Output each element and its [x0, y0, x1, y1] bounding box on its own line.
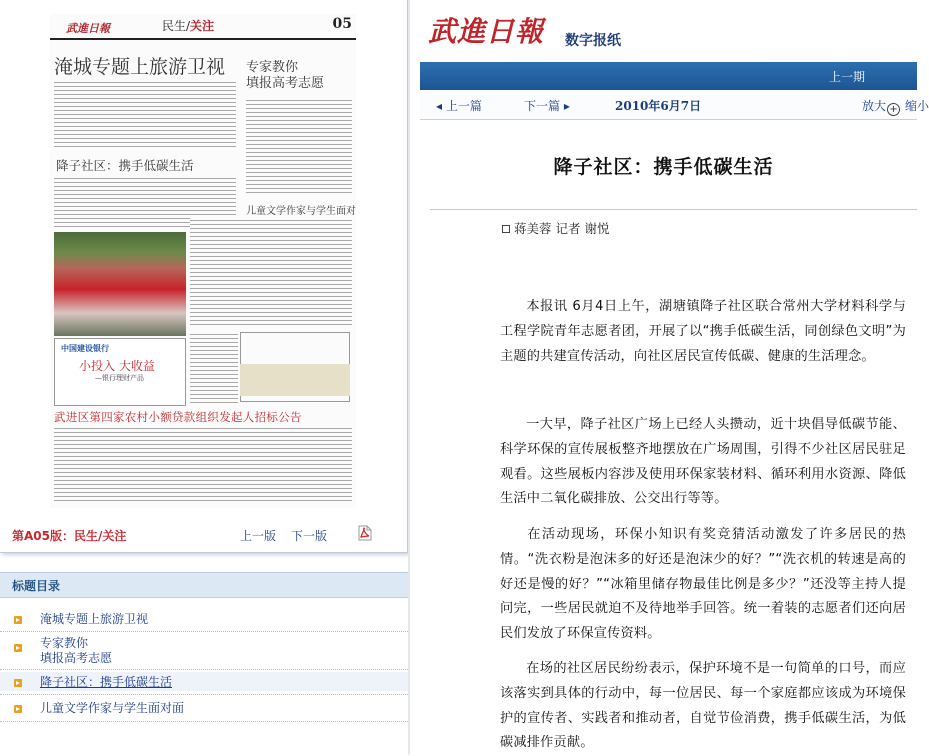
- toc-link[interactable]: 降子社区：携手低碳生活: [40, 675, 173, 689]
- zoom-in-plus-icon: +: [887, 103, 900, 116]
- thumbnail-page-number: 05: [332, 16, 352, 32]
- article-panel: [410, 0, 929, 755]
- zoom-out-button[interactable]: 缩小: [905, 99, 929, 113]
- toc-link[interactable]: 儿童文学作家与学生面对面: [40, 701, 185, 715]
- thumbnail-header: [50, 14, 356, 40]
- next-article-link[interactable]: 下一篇 ▸: [524, 99, 570, 113]
- page-thumbnail[interactable]: [50, 14, 356, 508]
- toc-divider: [0, 669, 408, 670]
- newspaper-page-panel: [0, 0, 410, 755]
- prev-issue-link[interactable]: 上一期: [828, 70, 865, 84]
- toc-divider: [0, 631, 408, 632]
- thumbnail-notice-headline: 武进区第四家农村小额贷款组织发起人招标公告: [54, 410, 302, 424]
- article-paragraph: 在活动现场，环保小知识有奖竞猜活动激发了许多居民的热情。“洗衣粉是泡沫多的好还是泡沫少的好？”“洗衣机的转速是高的好还是慢的好？”“冰箱里储存物最佳比例是多少？”还没等主持人提问完，一些居民就迫不及待地举手回答。统一着装的志愿者们还向居民们发放了环保宣传资料。: [500, 527, 906, 642]
- thumbnail-text-block: [190, 218, 352, 328]
- edition-label: 第A05版：民生/关注: [12, 529, 127, 543]
- next-page-link[interactable]: 下一版: [291, 529, 328, 543]
- thumbnail-text-block: [246, 98, 352, 194]
- toc-item-gaokao[interactable]: [14, 636, 404, 668]
- arrow-bullet-icon: [14, 705, 22, 713]
- toc-divider: [0, 721, 408, 722]
- toc-item-children[interactable]: [14, 701, 404, 721]
- thumbnail-article-children[interactable]: 儿童文学作家与学生面对: [246, 206, 356, 217]
- thumbnail-masthead: 武進日報: [66, 22, 110, 35]
- pdf-icon[interactable]: [358, 525, 372, 541]
- article-paragraph: 在场的社区居民纷纷表示，保护环境不是一句简单的口号，而应该落实到具体的行动中，每一位居民、每一个家庭都应该成为环境保护的宣传者、实践者和推动者，自觉节俭消费，携手低碳生活，为低碳减排作贡献。: [500, 661, 906, 751]
- article-paragraph: 本报讯 6月4日上午，湖塘镇降子社区联合常州大学材料科学与工程学院青年志愿者团，开展了以“携手低碳生活，同创绿色文明”为主题的共建宣传活动，向社区居民宣传低碳、健康的生活理念。: [500, 299, 906, 364]
- prev-article-link[interactable]: ◂ 上一篇: [436, 99, 482, 113]
- toc-item-yancheng[interactable]: [14, 612, 404, 632]
- arrow-bullet-icon: [14, 679, 22, 687]
- thumbnail-text-block: [54, 80, 236, 150]
- thumbnail-text-block: [54, 426, 352, 504]
- top-nav-bar: [420, 62, 917, 90]
- thumbnail-photo: [54, 232, 186, 336]
- site-masthead: [410, 0, 917, 62]
- square-bullet-icon: [502, 225, 510, 233]
- toc-title: 标题目录: [12, 579, 61, 593]
- page-thumbnail-frame: [0, 0, 408, 553]
- thumbnail-article-gaokao[interactable]: 专家教你 填报高考志愿: [246, 60, 325, 91]
- toc-item-lowcarbon[interactable]: [14, 675, 404, 695]
- newspaper-logo[interactable]: 武進日報: [428, 15, 545, 48]
- article-title: 降子社区：携手低碳生活: [553, 156, 774, 178]
- toc-link[interactable]: 淹城专题上旅游卫视: [40, 612, 149, 626]
- issue-date: 2010年6月7日: [615, 99, 702, 113]
- title-divider: [430, 209, 917, 210]
- zoom-in-button[interactable]: 放大 +: [862, 97, 900, 116]
- thumbnail-article-yancheng[interactable]: 淹城专题上旅游卫视: [54, 56, 226, 78]
- toc-header: [0, 572, 408, 598]
- prev-page-link[interactable]: 上一版: [240, 529, 277, 543]
- thumbnail-article-lowcarbon[interactable]: 降子社区：携手低碳生活: [56, 158, 194, 173]
- thumbnail-text-block: [190, 332, 238, 404]
- article-byline: 蒋美蓉 记者 谢悦: [502, 219, 609, 237]
- thumbnail-bank-ad: 中国建设银行 小投入 大收益 —银行理财产品: [54, 338, 186, 406]
- site-subtitle: 数字报纸: [565, 33, 621, 49]
- toc-divider: [0, 694, 408, 695]
- arrow-bullet-icon: [14, 616, 22, 624]
- article-nav-row: [420, 90, 929, 120]
- thumbnail-section: 民生/关注: [162, 19, 215, 33]
- toc-link[interactable]: 专家教你 填报高考志愿: [40, 636, 113, 665]
- arrow-bullet-icon: [14, 644, 22, 652]
- thumbnail-ad-box-2: [240, 364, 350, 396]
- article-paragraph: 一大早，降子社区广场上已经人头攒动，近十块倡导低碳节能、科学环保的宣传展板整齐地摆放在广场周围，引得不少社区居民驻足观看。这些展板内容涉及使用环保家装材料、循环利用水资源、降低生活中二氧化碳排放、公交出行等等。: [500, 417, 906, 507]
